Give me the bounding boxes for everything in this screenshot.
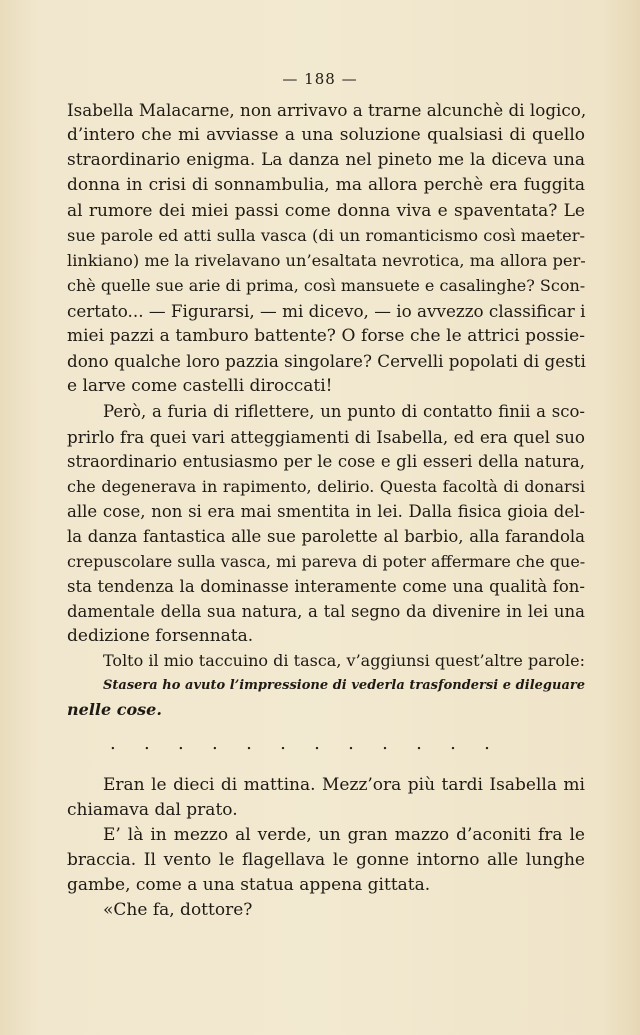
- text-line: chiamava dal prato.: [67, 800, 238, 820]
- section-separator: [110, 733, 490, 753]
- separator-dot: .: [212, 733, 218, 754]
- text-line: prirlo fra quei vari atteggiamenti di Isabella, ed era quel suo: [67, 427, 585, 447]
- text-line: «Che fa, dottore?: [103, 900, 253, 920]
- text-line: Tolto il mio taccuino di tasca, v’aggiunsi quest’altre parole:: [103, 651, 585, 670]
- separator-dot: .: [314, 733, 320, 754]
- text-line: braccia. Il vento le flagellava le gonne intorno alle lunghe: [67, 850, 585, 870]
- text-line: d’intero che mi avviasse a una soluzione qualsiasi di quello: [67, 125, 585, 145]
- separator-dot: .: [484, 733, 490, 754]
- text-line: E’ là in mezzo al verde, un gran mazzo d’aconiti fra le: [103, 825, 585, 845]
- separator-dot: .: [280, 733, 286, 754]
- text-line: damentale della sua natura, a tal segno da divenire in lei una: [67, 602, 585, 621]
- text-line: dono qualche loro pazzia singolare? Cervelli popolati di gesti: [67, 351, 586, 371]
- text-line: linkiano) me la rivelavano un’esaltata nevrotica, ma allora per-: [67, 251, 586, 270]
- italic-note-line: nelle cose.: [67, 700, 162, 719]
- text-line: Eran le dieci di mattina. Mezz’ora più tardi Isabella mi: [103, 775, 585, 795]
- text-line: gambe, come a una statua appena gittata.: [67, 875, 431, 895]
- separator-dot: .: [382, 733, 388, 754]
- text-line: Però, a furia di riflettere, un punto di contatto finii a sco-: [103, 402, 585, 421]
- separator-dot: .: [178, 733, 184, 754]
- text-line: chè quelle sue arie di prima, così mansuete e casalinghe? Scon-: [67, 276, 586, 295]
- text-line: che degenerava in rapimento, delirio. Questa facoltà di donarsi: [67, 477, 585, 496]
- italic-note-line: Stasera ho avuto l’impressione di vederla trasfondersi e dileguare: [103, 678, 585, 693]
- text-line: certato... — Figurarsi, — mi dicevo, — io avvezzo classificar i: [67, 301, 586, 321]
- separator-dot: .: [246, 733, 252, 754]
- separator-dot: .: [110, 733, 116, 754]
- separator-dot: .: [144, 733, 150, 754]
- text-line: al rumore dei miei passi come donna viva e spaventata? Le: [67, 201, 585, 221]
- text-line: crepuscolare sulla vasca, mi pareva di poter affermare che que-: [67, 552, 586, 571]
- text-line: donna in crisi di sonnambulia, ma allora perchè era fuggita: [67, 175, 585, 195]
- separator-dot: .: [416, 733, 422, 754]
- separator-dot: .: [348, 733, 354, 754]
- text-line: dedizione forsennata.: [67, 626, 254, 646]
- text-line: sta tendenza la dominasse interamente come una qualità fon-: [67, 577, 585, 596]
- separator-dot: .: [450, 733, 456, 754]
- text-line: alle cose, non si era mai smentita in lei. Dalla fisica gioia del-: [67, 502, 585, 521]
- text-line: la danza fantastica alle sue parolette al barbio, alla farandola: [67, 527, 585, 546]
- text-line: Isabella Malacarne, non arrivavo a trarne alcunchè di logico,: [67, 100, 587, 120]
- text-line: sue parole ed atti sulla vasca (di un romanticismo così maeter-: [67, 226, 585, 245]
- text-line: e larve come castelli diroccati!: [67, 376, 333, 396]
- text-line: miei pazzi a tamburo battente? O forse che le attrici possie-: [67, 326, 585, 346]
- page-number: — 188 —: [282, 70, 358, 88]
- text-line: straordinario enigma. La danza nel pineto me la diceva una: [67, 150, 585, 170]
- text-line: straordinario entusiasmo per le cose e gli esseri della natura,: [67, 452, 585, 471]
